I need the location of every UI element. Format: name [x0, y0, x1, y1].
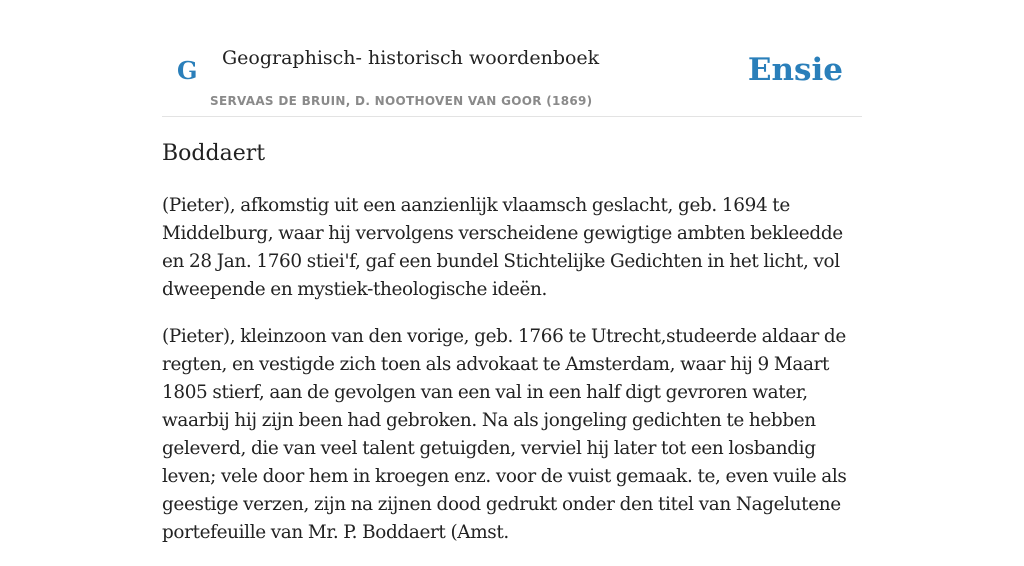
entry-paragraph: (Pieter), kleinzoon van den vorige, geb. 1766 te Utrecht,studeerde aldaar de regten, en vestigde zich toen als advokaat te Amsterdam, waar hij 9 Maart 1805 stierf, aan de gevolgen van een val in een half digt gevroren water, waarbij hij zijn been had gebroken. Na als jongeling gedichten te hebben geleverd, die van veel talent getuigden, verviel hij later tot een losbandig leven; vele door hem in kroegen enz. voor de vuist gemaak. te, even vuile als geestige verzen, zijn na zijnen dood gedrukt onder den titel van Nagelutene portefeuille van Mr. P. Boddaert (Amst. — [162, 326, 847, 543]
entry-body — [162, 192, 867, 566]
book-logo-letter[interactable]: G — [177, 56, 198, 85]
entry-title: Boddaert — [162, 141, 266, 166]
ensie-logo-link[interactable]: Ensie — [747, 52, 843, 88]
entry-paragraph: (Pieter), afkomstig uit een aanzienlijk vlaamsch geslacht, geb. 1694 te Middelburg, waar hij vervolgens verscheidene gewigtige ambten bekleedde en 28 Jan. 1760 stiei'f, gaf een bundel Stichtelijke Gedichten in het licht, vol dweepende en mystiek-theologische ideën. — [162, 195, 843, 300]
book-header — [162, 0, 862, 117]
book-author: SERVAAS DE BRUIN, D. NOOTHOVEN VAN GOOR (1869) — [210, 94, 593, 108]
book-title-link[interactable]: Geographisch- historisch woordenboek — [222, 47, 600, 69]
page — [162, 0, 862, 543]
